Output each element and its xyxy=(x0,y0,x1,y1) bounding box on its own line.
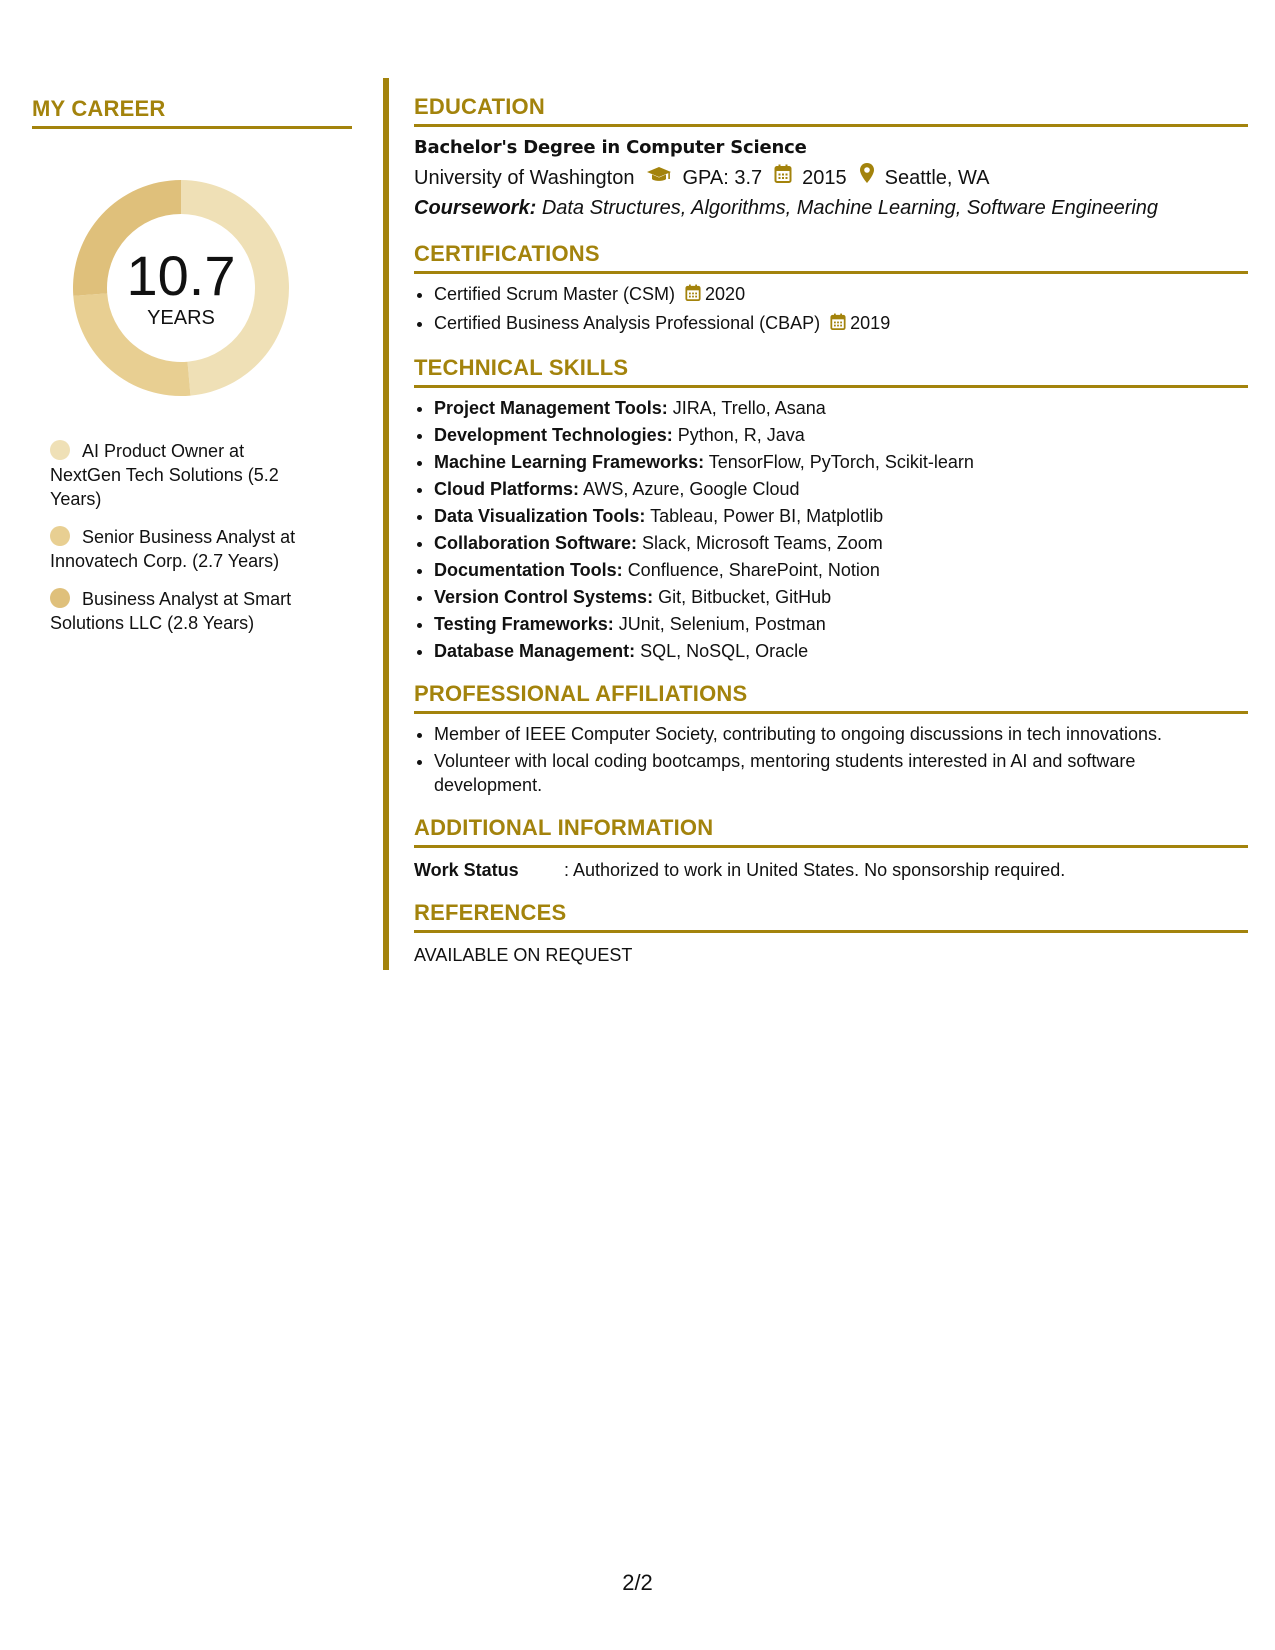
certification-year: 2019 xyxy=(850,313,891,333)
skill-item xyxy=(434,531,1248,555)
skills-title: TECHNICAL SKILLS xyxy=(414,355,1248,388)
skills-list xyxy=(414,396,1248,663)
skill-item xyxy=(434,639,1248,663)
skill-item xyxy=(434,504,1248,528)
certifications-section xyxy=(414,241,1248,337)
skill-item xyxy=(434,477,1248,501)
affiliation-item: • Volunteer with local coding bootcamps, mentoring students interested in AI and software development. xyxy=(434,749,1248,797)
skill-label: Data Visualization Tools: xyxy=(434,506,646,526)
legend-item xyxy=(50,587,320,635)
skill-value: JUnit, Selenium, Postman xyxy=(618,614,826,634)
total-years-value: 10.7 xyxy=(126,243,236,307)
certification-name: Certified Scrum Master (CSM) xyxy=(434,284,676,304)
skill-item xyxy=(434,423,1248,447)
skill-label: Documentation Tools: xyxy=(434,560,623,580)
career-heading: MY CAREER xyxy=(32,96,352,129)
skill-item xyxy=(434,396,1248,420)
skill-label: Cloud Platforms: xyxy=(434,479,580,499)
skill-item xyxy=(434,612,1248,636)
education-title: EDUCATION xyxy=(414,94,1248,127)
career-sidebar xyxy=(32,96,352,649)
calendar-icon xyxy=(685,284,701,308)
legend-label: Business Analyst at Smart Solutions LLC (2.8 Years) xyxy=(50,589,292,633)
coursework xyxy=(414,193,1248,223)
skill-value: Confluence, SharePoint, Notion xyxy=(627,560,880,580)
resume-main xyxy=(414,94,1248,984)
certification-year: 2020 xyxy=(705,284,746,304)
skill-label: Development Technologies: xyxy=(434,425,673,445)
additional-section xyxy=(414,815,1248,882)
graduation-cap-icon xyxy=(646,163,672,193)
education-section xyxy=(414,94,1248,223)
certifications-list xyxy=(414,282,1248,337)
skill-value: Python, R, Java xyxy=(677,425,805,445)
career-donut-chart xyxy=(66,173,296,403)
skill-label: Version Control Systems: xyxy=(434,587,654,607)
skill-value: TensorFlow, PyTorch, Scikit-learn xyxy=(708,452,974,472)
skill-value: Slack, Microsoft Teams, Zoom xyxy=(642,533,883,553)
calendar-icon xyxy=(774,163,792,193)
skill-label: Testing Frameworks: xyxy=(434,614,614,634)
legend-dot xyxy=(50,526,70,546)
skill-value: AWS, Azure, Google Cloud xyxy=(583,479,800,499)
school-location: Seattle, WA xyxy=(884,166,990,189)
skill-item xyxy=(434,585,1248,609)
legend-item xyxy=(50,525,320,573)
additional-title: ADDITIONAL INFORMATION xyxy=(414,815,1248,848)
references-title: REFERENCES xyxy=(414,900,1248,933)
skill-label: Collaboration Software: xyxy=(434,533,638,553)
legend-dot xyxy=(50,440,70,460)
references-section xyxy=(414,900,1248,966)
affiliations-title: PROFESSIONAL AFFILIATIONS xyxy=(414,681,1248,714)
calendar-icon xyxy=(830,313,846,337)
references-text: AVAILABLE ON REQUEST xyxy=(414,945,633,965)
certification-item xyxy=(434,311,1248,337)
career-legend xyxy=(32,439,352,635)
certification-item xyxy=(434,282,1248,308)
page-number: 2/2 xyxy=(622,1570,653,1595)
skill-item xyxy=(434,450,1248,474)
coursework-list: Data Structures, Algorithms, Machine Learning, Software Engineering xyxy=(541,197,1159,219)
donut-center xyxy=(66,173,296,403)
skill-label: Machine Learning Frameworks: xyxy=(434,452,705,472)
skill-value: SQL, NoSQL, Oracle xyxy=(640,641,809,661)
certifications-title: CERTIFICATIONS xyxy=(414,241,1248,274)
skill-value: Tableau, Power BI, Matplotlib xyxy=(650,506,884,526)
legend-label: AI Product Owner at NextGen Tech Solutions (5.2 Years) xyxy=(50,441,279,509)
legend-item xyxy=(50,439,320,511)
skill-label: Project Management Tools: xyxy=(434,398,668,418)
education-meta xyxy=(414,162,1248,193)
gpa: GPA: 3.7 xyxy=(682,166,763,189)
affiliations-list xyxy=(414,722,1248,797)
work-status-row xyxy=(414,858,1248,882)
work-status-label: Work Status xyxy=(414,860,519,880)
skill-label: Database Management: xyxy=(434,641,636,661)
total-years-unit: YEARS xyxy=(147,306,215,329)
legend-dot xyxy=(50,588,70,608)
skill-value: JIRA, Trello, Asana xyxy=(672,398,826,418)
affiliation-item: • Member of IEEE Computer Society, contributing to ongoing discussions in tech innovations. xyxy=(434,722,1248,746)
degree-name: Bachelor's Degree in Computer Science xyxy=(414,137,807,158)
map-pin-icon xyxy=(859,162,875,193)
certification-name: Certified Business Analysis Professional (CBAP) xyxy=(434,313,821,333)
school-name: University of Washington xyxy=(414,166,635,189)
graduation-year: 2015 xyxy=(802,166,847,189)
work-status-value: : Authorized to work in United States. No sponsorship required. xyxy=(564,860,1066,880)
column-divider xyxy=(383,78,389,970)
skill-item xyxy=(434,558,1248,582)
skill-value: Git, Bitbucket, GitHub xyxy=(658,587,832,607)
legend-label: Senior Business Analyst at Innovatech Corp. (2.7 Years) xyxy=(50,527,296,571)
skills-section xyxy=(414,355,1248,663)
coursework-label: Coursework: xyxy=(414,197,537,219)
affiliations-section xyxy=(414,681,1248,797)
